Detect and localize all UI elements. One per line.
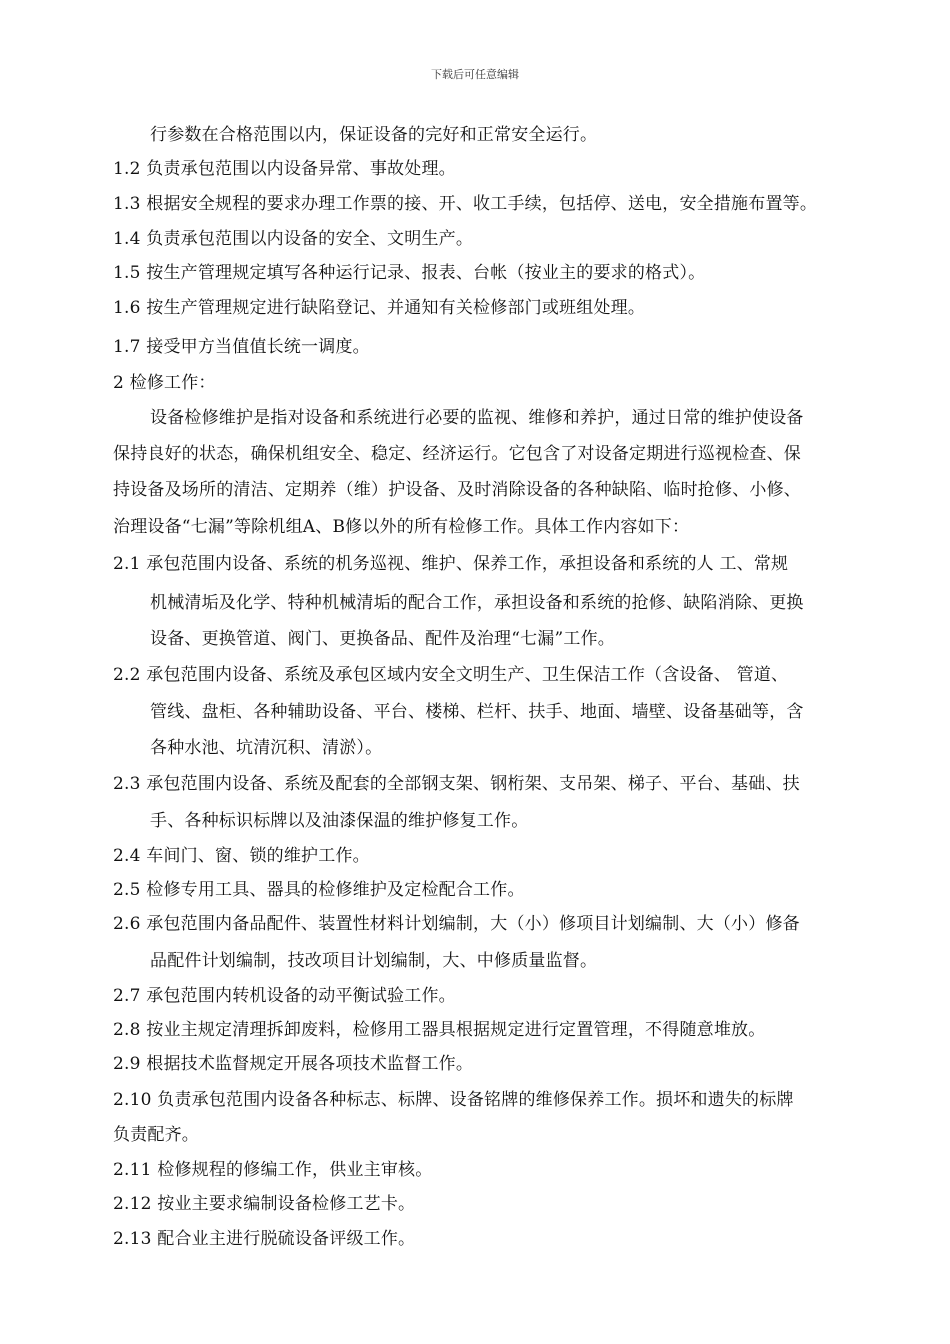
item-2-1-cont: 机械清垢及化学、特种机械清垢的配合工作，承担设备和系统的抢修、缺陷消除、更换 xyxy=(150,593,804,613)
item-2-13: 2.13 配合业主进行脱硫设备评级工作。 xyxy=(113,1229,416,1249)
item-2-3: 2.3 承包范围内设备、系统及配套的全部钢支架、钢桁架、支吊架、梯子、平台、基础、扶 xyxy=(113,774,800,794)
item-2-12: 2.12 按业主要求编制设备检修工艺卡。 xyxy=(113,1194,416,1214)
paragraph-line: 保持良好的状态，确保机组安全、稳定、经济运行。它包含了对设备定期进行巡视检查、保 xyxy=(113,444,801,464)
item-1-2: 1.2 负责承包范围以内设备异常、事故处理。 xyxy=(113,159,456,179)
item-2-8: 2.8 按业主规定清理拆卸废料，检修用工器具根据规定进行定置管理，不得随意堆放。 xyxy=(113,1020,766,1040)
item-2-1-cont: 设备、更换管道、阀门、更换备品、配件及治理“七漏”工作。 xyxy=(150,629,615,649)
item-2-4: 2.4 车间门、窗、锁的维护工作。 xyxy=(113,846,370,866)
item-2-6: 2.6 承包范围内备品配件、装置性材料计划编制，大（小）修项目计划编制、大（小）修备 xyxy=(113,914,800,934)
paragraph-line: 设备检修维护是指对设备和系统进行必要的监视、维修和养护，通过日常的维护使设备 xyxy=(150,408,804,428)
item-2-11: 2.11 检修规程的修编工作，供业主审核。 xyxy=(113,1160,433,1180)
item-2-2: 2.2 承包范围内设备、系统及承包区域内安全文明生产、卫生保洁工作（含设备、 管道、 xyxy=(113,665,789,685)
item-1-7: 1.7 接受甲方当值值长统一调度。 xyxy=(113,337,370,357)
text-line: 行参数在合格范围以内，保证设备的完好和正常安全运行。 xyxy=(150,125,598,145)
item-1-3: 1.3 根据安全规程的要求办理工作票的接、开、收工手续，包括停、送电，安全措施布置等。 xyxy=(113,194,818,214)
item-2-6-cont: 品配件计划编制，技改项目计划编制，大、中修质量监督。 xyxy=(150,951,598,971)
item-1-4: 1.4 负责承包范围以内设备的安全、文明生产。 xyxy=(113,229,474,249)
item-1-6: 1.6 按生产管理规定进行缺陷登记、并通知有关检修部门或班组处理。 xyxy=(113,298,646,318)
page-header: 下载后可任意编辑 xyxy=(431,68,519,81)
paragraph-line: 持设备及场所的清洁、定期养（维）护设备、及时消除设备的各种缺陷、临时抢修、小修、 xyxy=(113,480,801,500)
section-2-heading: 2 检修工作： xyxy=(113,373,216,393)
item-2-10: 2.10 负责承包范围内设备各种标志、标牌、设备铭牌的维修保养工作。损坏和遗失的标牌 xyxy=(113,1090,794,1110)
item-2-1: 2.1 承包范围内设备、系统的机务巡视、维护、保养工作，承担设备和系统的人 工、常规 xyxy=(113,554,789,574)
paragraph-line: 治理设备“七漏”等除机组A、B修以外的所有检修工作。具体工作内容如下： xyxy=(113,517,690,537)
item-2-9: 2.9 根据技术监督规定开展各项技术监督工作。 xyxy=(113,1054,474,1074)
item-2-7: 2.7 承包范围内转机设备的动平衡试验工作。 xyxy=(113,986,456,1006)
item-2-10-cont: 负责配齐。 xyxy=(113,1125,199,1145)
item-2-2-cont: 各种水池、坑清沉积、清淤）。 xyxy=(150,738,383,758)
item-2-3-cont: 手、各种标识标牌以及油漆保温的维护修复工作。 xyxy=(150,811,529,831)
item-1-5: 1.5 按生产管理规定填写各种运行记录、报表、台帐（按业主的要求的格式）。 xyxy=(113,263,706,283)
item-2-2-cont: 管线、盘柜、各种辅助设备、平台、楼梯、栏杆、扶手、地面、墙壁、设备基础等，含 xyxy=(150,702,804,722)
item-2-5: 2.5 检修专用工具、器具的检修维护及定检配合工作。 xyxy=(113,880,525,900)
